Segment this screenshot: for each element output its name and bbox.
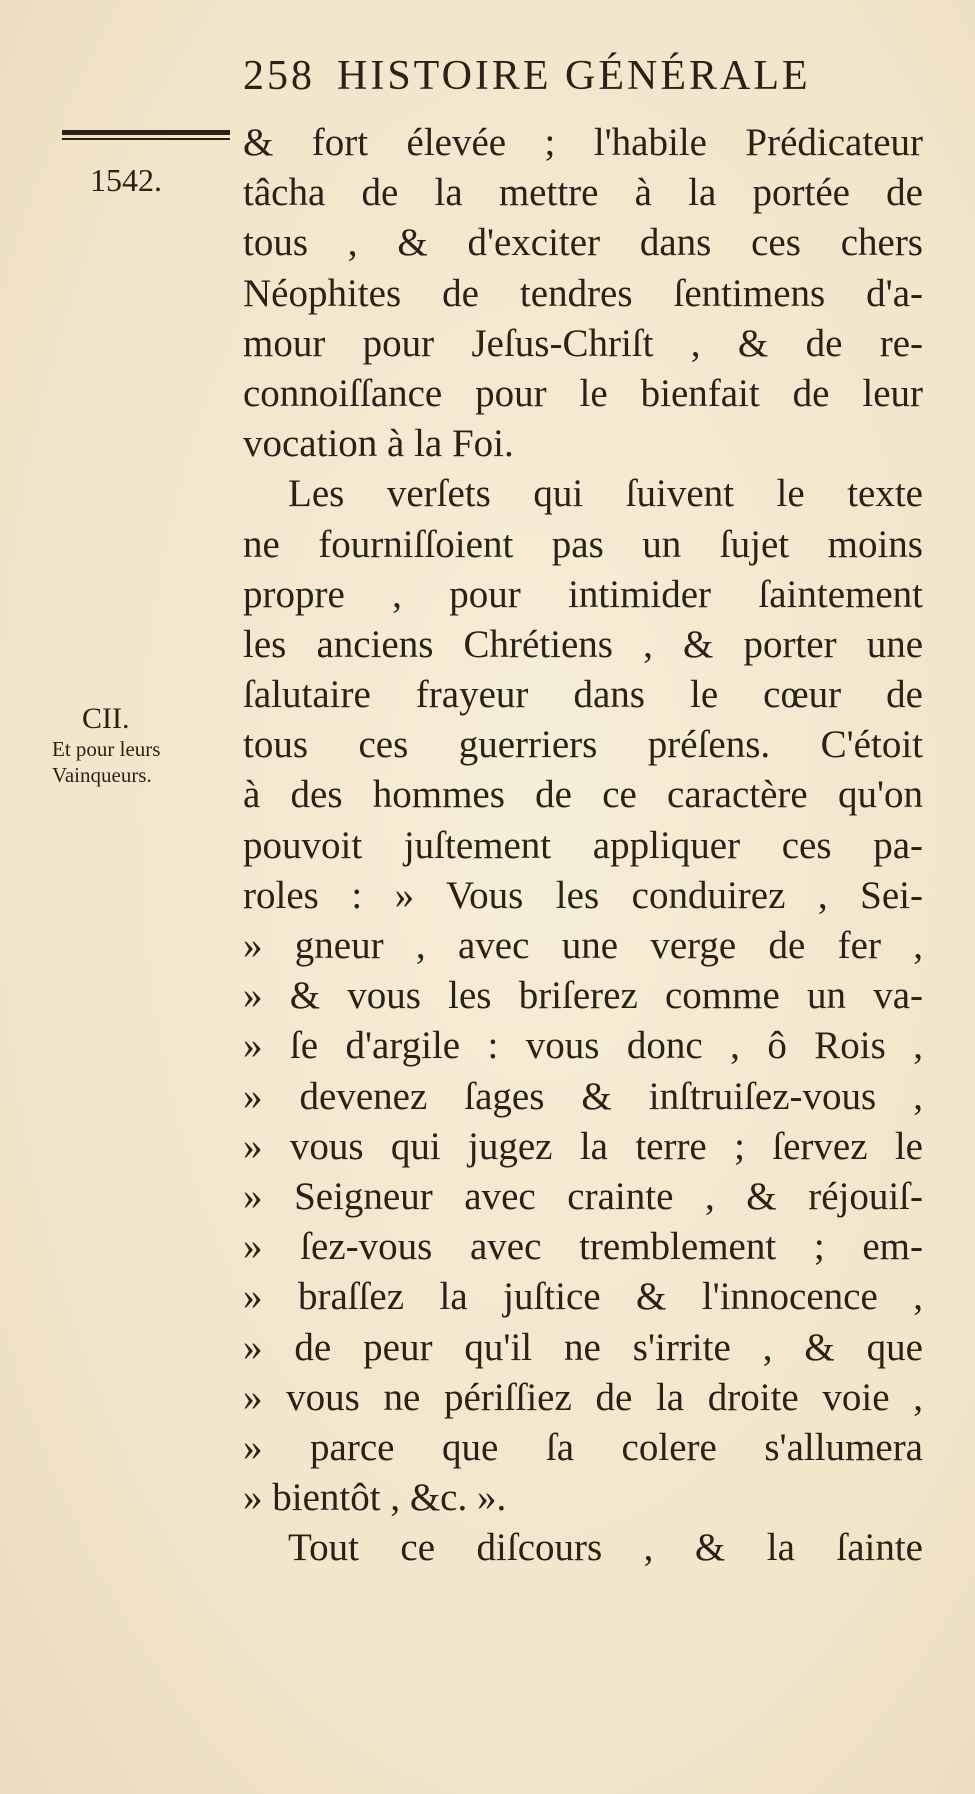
text-line: Néophites de tendres ſentimens d'a-: [243, 271, 923, 315]
text-line: » braſſez la juſtice & l'innocence ,: [243, 1275, 923, 1319]
text-line: Tout ce diſcours , & la ſainte: [288, 1526, 923, 1570]
running-head: [243, 52, 811, 100]
text-line: pouvoit juſtement appliquer ces pa-: [243, 823, 923, 867]
text-line: » ſe d'argile : vous donc , ô Rois ,: [243, 1024, 923, 1068]
text-line: tous ces guerriers préſens. C'étoit: [243, 723, 923, 767]
text-line: connoiſſance pour le bienfait de leur: [243, 371, 923, 415]
margin-note-number: CII.: [82, 702, 130, 735]
text-line: » vous qui jugez la terre ; ſervez le: [243, 1124, 923, 1168]
text-line: » ſez-vous avec tremblement ; em-: [243, 1225, 923, 1269]
text-line: » bientôt , &c. ».: [243, 1476, 507, 1520]
text-line: les anciens Chrétiens , & porter une: [243, 622, 923, 666]
text-line: Les verſets qui ſuivent le texte: [288, 472, 923, 516]
text-line: ne fourniſſoient pas un ſujet moins: [243, 522, 923, 566]
page-number: 258: [243, 53, 315, 99]
margin-note: [52, 702, 242, 788]
text-line: tous , & d'exciter dans ces chers: [243, 221, 923, 265]
text-line: » & vous les briſerez comme un va-: [243, 974, 923, 1018]
text-line: ſalutaire frayeur dans le cœur de: [243, 673, 923, 717]
text-line: » vous ne périſſiez de la droite voie ,: [243, 1375, 923, 1419]
text-line: vocation à la Foi.: [243, 422, 514, 466]
text-line: & fort élevée ; l'habile Prédicateur: [243, 121, 923, 164]
margin-note-line: Vainqueurs.: [52, 763, 152, 787]
body-text: [243, 118, 923, 1573]
margin-note-line: Et pour leurs: [52, 737, 161, 761]
text-line: » Seigneur avec crainte , & réjouiſ-: [243, 1174, 923, 1218]
text-line: » de peur qu'il ne s'irrite , & que: [243, 1325, 923, 1369]
text-line: roles : » Vous les conduirez , Sei-: [243, 873, 923, 917]
margin-year: 1542.: [90, 162, 162, 198]
text-line: » parce que ſa colere s'allumera: [243, 1425, 923, 1469]
text-line: » devenez ſages & inſtruiſez-vous ,: [243, 1074, 923, 1118]
text-line: propre , pour intimider ſaintement: [243, 572, 923, 616]
text-line: » gneur , avec une verge de fer ,: [243, 924, 923, 967]
page-title: HISTOIRE GÉNÉRALE: [337, 53, 811, 99]
header-rule: [62, 130, 230, 140]
text-line: tâcha de la mettre à la portée de: [243, 171, 923, 215]
text-line: mour pour Jeſus-Chriſt , & de re-: [243, 321, 923, 365]
text-line: à des hommes de ce caractère qu'on: [243, 773, 923, 817]
